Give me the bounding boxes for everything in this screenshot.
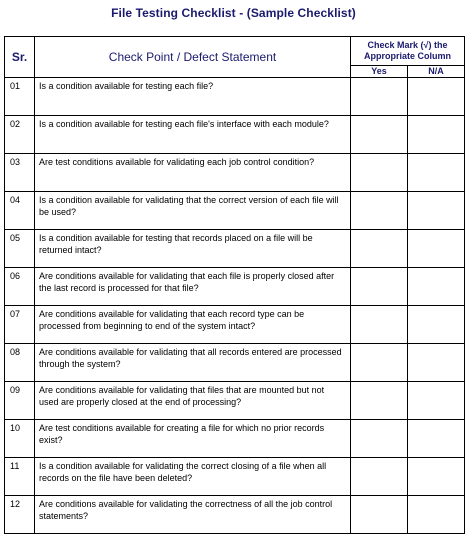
na-check-cell[interactable]	[408, 116, 465, 154]
na-check-cell[interactable]	[408, 306, 465, 344]
row-number: 12	[5, 496, 35, 534]
row-statement: Are conditions available for validating that each file is properly closed after the last record is processed for that file?	[35, 268, 351, 306]
table-row	[5, 116, 465, 154]
checklist-body	[5, 78, 465, 534]
table-row	[5, 78, 465, 116]
yes-check-cell[interactable]	[351, 420, 408, 458]
table-row	[5, 458, 465, 496]
row-statement: Are conditions available for validating that all records entered are processed through the system?	[35, 344, 351, 382]
row-number: 06	[5, 268, 35, 306]
row-number: 07	[5, 306, 35, 344]
row-number: 05	[5, 230, 35, 268]
row-number: 04	[5, 192, 35, 230]
header-row	[5, 37, 465, 66]
yes-check-cell[interactable]	[351, 192, 408, 230]
na-check-cell[interactable]	[408, 458, 465, 496]
row-statement: Are conditions available for validating that files that are mounted but not used are properly closed at the end of processing?	[35, 382, 351, 420]
table-row	[5, 496, 465, 534]
row-number: 02	[5, 116, 35, 154]
checklist-table	[4, 36, 465, 534]
na-check-cell[interactable]	[408, 230, 465, 268]
na-check-cell[interactable]	[408, 268, 465, 306]
table-row	[5, 230, 465, 268]
row-number: 03	[5, 154, 35, 192]
table-row	[5, 306, 465, 344]
yes-check-cell[interactable]	[351, 116, 408, 154]
table-row	[5, 268, 465, 306]
yes-check-cell[interactable]	[351, 230, 408, 268]
na-check-cell[interactable]	[408, 154, 465, 192]
row-statement: Is a condition available for validating that the correct version of each file will be used?	[35, 192, 351, 230]
row-number: 08	[5, 344, 35, 382]
yes-column-header: Yes	[351, 65, 408, 77]
na-check-cell[interactable]	[408, 496, 465, 534]
row-statement: Is a condition available for validating the correct closing of a file when all records on the file have been deleted?	[35, 458, 351, 496]
na-column-header: N/A	[408, 65, 465, 77]
yes-check-cell[interactable]	[351, 268, 408, 306]
row-number: 01	[5, 78, 35, 116]
row-number: 10	[5, 420, 35, 458]
row-statement: Is a condition available for testing each file's interface with each module?	[35, 116, 351, 154]
sr-column-header: Sr.	[5, 37, 35, 78]
row-statement: Are test conditions available for validating each job control condition?	[35, 154, 351, 192]
yes-check-cell[interactable]	[351, 154, 408, 192]
row-number: 09	[5, 382, 35, 420]
table-row	[5, 344, 465, 382]
yes-check-cell[interactable]	[351, 344, 408, 382]
row-statement: Is a condition available for testing that records placed on a file will be returned intact?	[35, 230, 351, 268]
yes-check-cell[interactable]	[351, 382, 408, 420]
row-statement: Are test conditions available for creating a file for which no prior records exist?	[35, 420, 351, 458]
row-statement: Are conditions available for validating the correctness of all the job control statements?	[35, 496, 351, 534]
na-check-cell[interactable]	[408, 344, 465, 382]
statement-column-header: Check Point / Defect Statement	[35, 37, 351, 78]
table-row	[5, 382, 465, 420]
table-row	[5, 192, 465, 230]
yes-check-cell[interactable]	[351, 306, 408, 344]
yes-check-cell[interactable]	[351, 78, 408, 116]
na-check-cell[interactable]	[408, 382, 465, 420]
row-statement: Are conditions available for validating that each record type can be processed from beginning to end of the system intact?	[35, 306, 351, 344]
yes-check-cell[interactable]	[351, 496, 408, 534]
yes-check-cell[interactable]	[351, 458, 408, 496]
check-mark-column-header: Check Mark (√) the Appropriate Column	[351, 37, 465, 66]
na-check-cell[interactable]	[408, 420, 465, 458]
table-row	[5, 420, 465, 458]
page-title: File Testing Checklist - (Sample Checklist)	[111, 6, 356, 20]
na-check-cell[interactable]	[408, 78, 465, 116]
row-statement: Is a condition available for testing each file?	[35, 78, 351, 116]
table-row	[5, 154, 465, 192]
na-check-cell[interactable]	[408, 192, 465, 230]
row-number: 11	[5, 458, 35, 496]
